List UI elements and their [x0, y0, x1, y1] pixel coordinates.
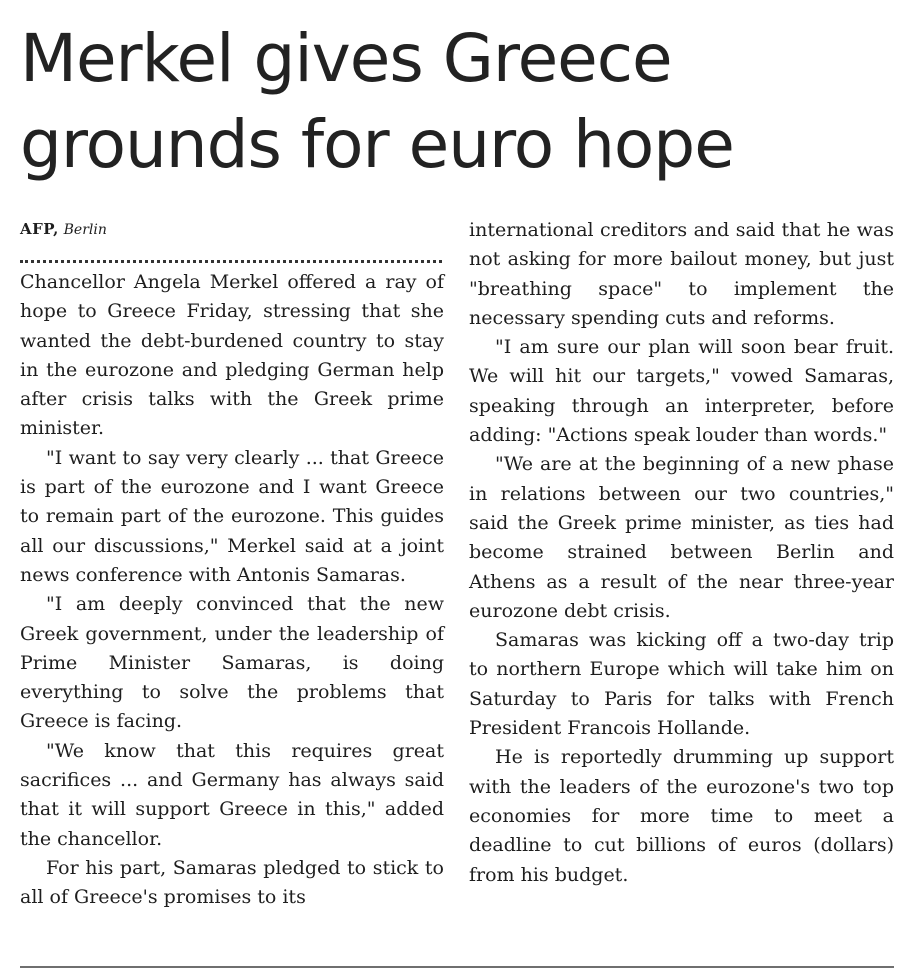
article-paragraph: Samaras was kicking off a two-day trip to northern Europe which will take him on Saturday to Paris for talks with French President Francois Hollande.: [469, 629, 894, 740]
article-paragraph: For his part, Samaras pledged to stick to all of Greece's promises to its: [20, 856, 444, 909]
article-paragraph: "I am sure our plan will soon bear fruit. We will hit our targets," vowed Samaras, speaking through an interpreter, before adding: "Actions speak louder than words.": [469, 336, 894, 447]
article-paragraph: "We know that this requires great sacrifices ... and Germany has always said that it will support Greece in this," added the chancellor.: [20, 739, 444, 850]
article-column-right: [469, 216, 894, 890]
byline: [20, 216, 444, 242]
article-paragraph: "I am deeply convinced that the new Greek government, under the leadership of Prime Minister Samaras, is doing everything to solve the problems that Greece is facing.: [20, 593, 444, 733]
headline-line-2: grounds for euro hope: [20, 106, 734, 183]
article-paragraph: international creditors and said that he was not asking for more bailout money, but just "breathing space" to implement the necessary spending cuts and reforms.: [469, 219, 894, 329]
article-column-left: [20, 216, 444, 913]
headline-line-1: Merkel gives Greece: [20, 20, 672, 97]
byline-divider: [20, 260, 442, 263]
byline-location: Berlin: [63, 222, 107, 238]
bottom-rule: [20, 966, 894, 968]
headline: [20, 16, 900, 188]
article-paragraph: "We are at the beginning of a new phase in relations between our two countries," said the Greek prime minister, as ties had become strained between Berlin and Athens as a result of the near three-year eurozone debt crisis.: [469, 453, 894, 622]
byline-agency: AFP,: [20, 220, 59, 238]
article-paragraph: He is reportedly drumming up support with the leaders of the eurozone's two top economies for more time to meet a deadline to cut billions of euros (dollars) from his budget.: [469, 746, 894, 886]
article-paragraph: "I want to say very clearly ... that Greece is part of the eurozone and I want Greece to remain part of the eurozone. This guides all our discussions," Merkel said at a joint news conference with Antonis Samaras.: [20, 446, 444, 586]
article-paragraph: Chancellor Angela Merkel offered a ray of hope to Greece Friday, stressing that she wanted the debt-burdened country to stay in the eurozone and pledging German help after crisis talks with the Greek prime minister.: [20, 271, 444, 440]
